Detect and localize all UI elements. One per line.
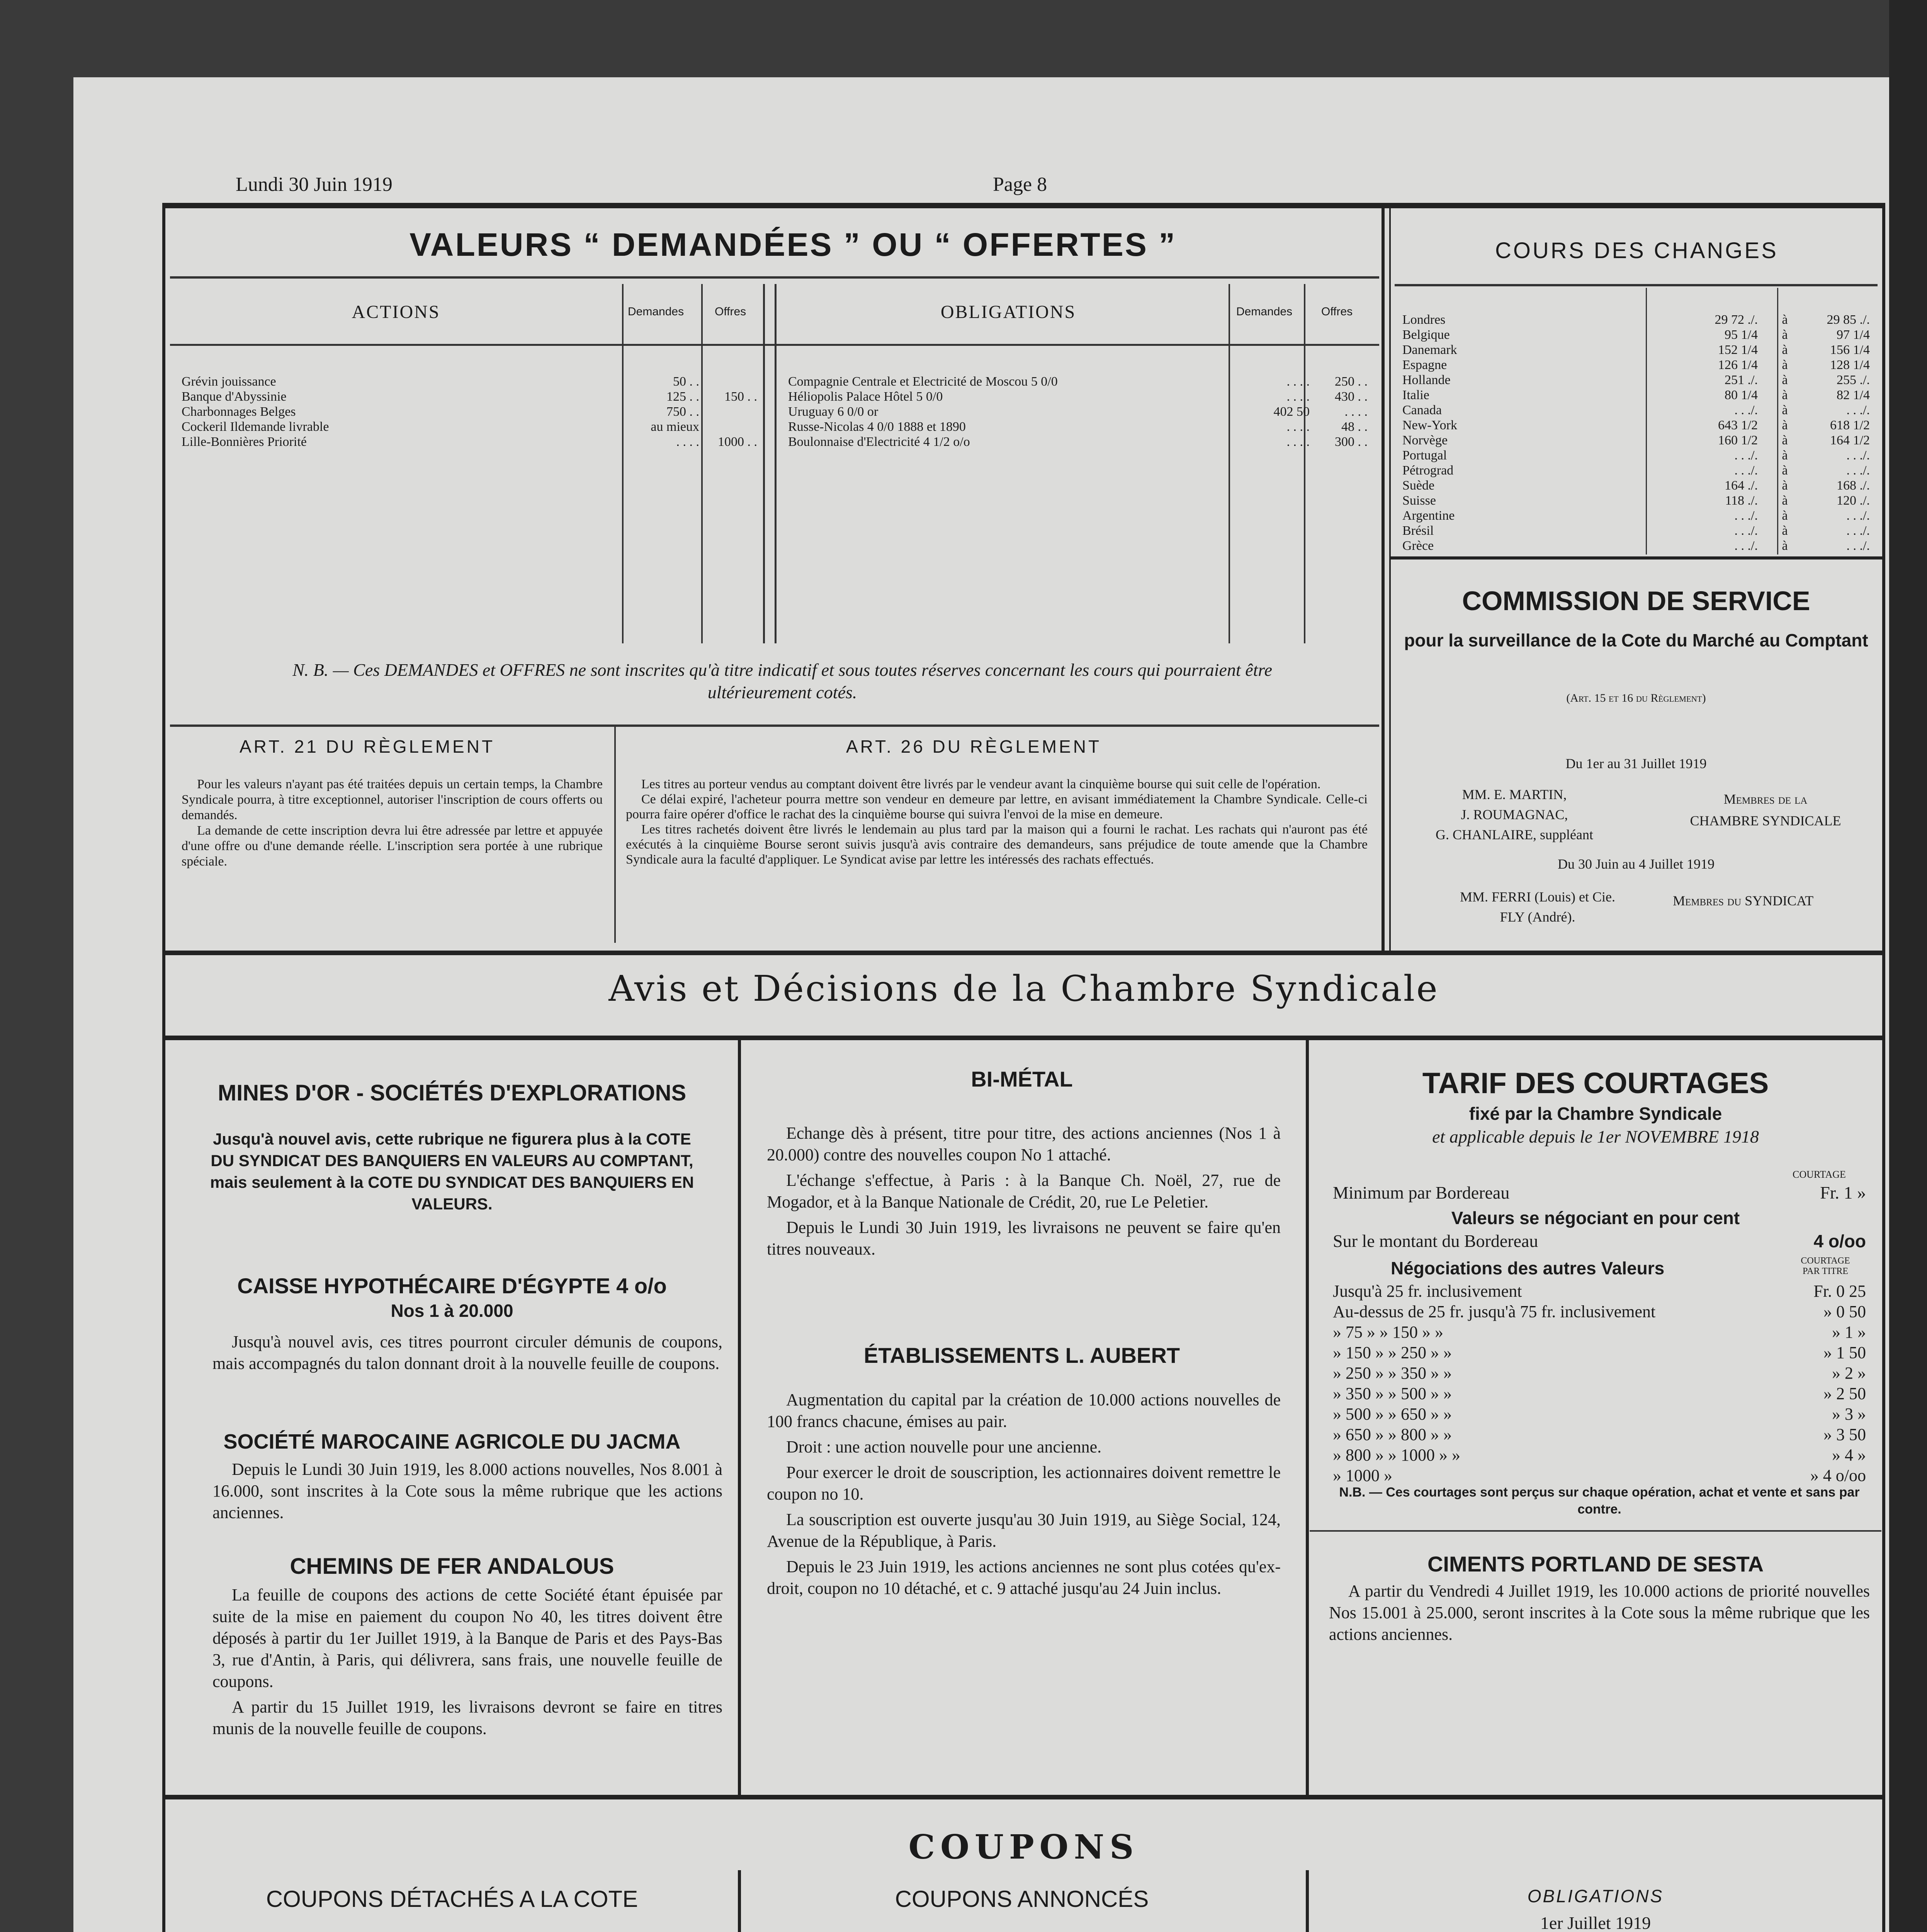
tarif-valeurs-head: Valeurs se négociant en pour cent: [1451, 1208, 1740, 1228]
left-rule: [162, 203, 165, 1932]
avis-title: Avis et Décisions de la Chambre Syndicale: [608, 968, 1439, 1009]
chemins-para: A partir du 15 Juillet 1919, les livraisons devront se faire en titres munis de la nouvelle feuille de coupons.: [212, 1697, 722, 1738]
commission-members2: MM. FERRI (Louis) et Cie. FLY (André).: [1460, 889, 1615, 925]
art26-para: Les titres rachetés doivent être livrés le lendemain au plus tard par la maison qui a fourni le rachat. Les rachats qui n'auront pas été exécutés à la cinquième Bourse seront suivis jusqu'à avis contraire des demandeurs, sans préjudice de toute amende que la Chambre Syndicale aura la faculté d'appliquer. Le Syndicat avise par lettre les intéressés des rachats effectués.: [626, 822, 1368, 867]
valeurs-nb: N. B. — Ces DEMANDES et OFFRES ne sont inscrites qu'à titre indicatif et sous toutes réserves concernant les cours qui pourraient être ultérieurement cotés.: [292, 660, 1273, 702]
avis-divider-1: [738, 1039, 741, 1795]
valeur-oblig-row: Compagnie Centrale et Electricité de Moscou 5 0/0 . . . . 250 . .: [788, 374, 1368, 389]
tarif-row: » 150 » » 250 » » » 1 50: [1333, 1343, 1866, 1362]
tarif-row: » 1000 » » 4 o/oo: [1333, 1466, 1866, 1485]
bimetal-para: Echange dès à présent, titre pour titre, des actions anciennes (Nos 1 à 20.000) contre des nouvelles coupon No 1 attaché.: [767, 1124, 1281, 1164]
tarif-title: TARIF DES COURTAGES: [1422, 1067, 1769, 1100]
coupons-detaches-title: COUPONS DÉTACHÉS A LA COTE: [266, 1886, 638, 1912]
oblig-offres-head: Offres: [1321, 305, 1353, 318]
caisse-subtitle: Nos 1 à 20.000: [391, 1301, 513, 1321]
change-row: Italie 80 1/4 à 82 1/4: [1402, 388, 1870, 402]
art26-text: [626, 777, 1368, 867]
valeur-action-row: Cockeril Ildemande livrable au mieux: [182, 420, 699, 434]
commission-members1: MM. E. MARTIN, J. ROUMAGNAC, G. CHANLAIRE, suppléant: [1436, 787, 1593, 842]
mines-title: MINES D'OR - SOCIÉTÉS D'EXPLORATIONS: [218, 1080, 687, 1105]
art26-para: Ce délai expiré, l'acheteur pourra mettre son vendeur en demeure par lettre, en avisant immédiatement la Chambre Syndicale. Celle-ci pourra faire opérer d'office le rachat des la cinquième bourse qui suivra l'envoi de la mise en demeure.: [626, 792, 1368, 821]
sesta-para: A partir du Vendredi 4 Juillet 1919, les 10.000 actions de priorité nouvelles Nos 15.001 à 25.000, seront inscrites à la Cote sous la même rubrique que les actions anciennes.: [1329, 1582, 1870, 1644]
tarif-par-titre-head: COURTAGE PAR TITRE: [1801, 1256, 1850, 1276]
art21-text: [182, 777, 603, 869]
tarif-minimum-row: [1333, 1182, 1866, 1203]
bimetal-para: Depuis le Lundi 30 Juin 1919, les livraisons ne peuvent se faire qu'en titres nouveaux.: [767, 1218, 1281, 1259]
actions-offres-head: Offres: [715, 305, 746, 318]
tarif-minimum-value: Fr. 1 »: [1820, 1183, 1866, 1202]
commission-period2: Du 30 Juin au 4 Juillet 1919: [1558, 856, 1715, 872]
tarif-row: » 800 » » 1000 » » » 4 »: [1333, 1446, 1866, 1464]
coupons-divider-1: [738, 1870, 741, 1932]
aubert-para: Droit : une action nouvelle pour une ancienne.: [786, 1437, 1102, 1456]
tarif-bordereau-label: Sur le montant du Bordereau: [1333, 1231, 1538, 1251]
changes-title: COURS DES CHANGES: [1495, 238, 1778, 263]
valeurs-title: VALEURS “ DEMANDÉES ” OU “ OFFERTES ”: [410, 226, 1177, 263]
change-row: Norvège 160 1/2 à 164 1/2: [1402, 433, 1870, 447]
valeur-action-row: Banque d'Abyssinie 125 . . 150 . .: [182, 389, 757, 404]
caisse-para: Jusqu'à nouvel avis, ces titres pourront circuler démunis de coupons, mais accompagnés du talon donnant droit à la nouvelle feuille de coupons.: [212, 1332, 722, 1373]
commission-subtitle: pour la surveillance de la Cote du Marché au Comptant: [1404, 630, 1868, 650]
coupons-annonces-title: COUPONS ANNONCÉS: [895, 1886, 1149, 1912]
tarif-row: » 75 » » 150 » » » 1 »: [1333, 1323, 1866, 1342]
change-row: New-York 643 1/2 à 618 1/2: [1402, 418, 1870, 432]
jacma-text: [212, 1459, 722, 1527]
right-rule: [1882, 203, 1885, 1932]
coupons-title: COUPONS: [908, 1828, 1139, 1867]
changes-divider: [1382, 207, 1385, 951]
tarif-rows: [1333, 1281, 1866, 1486]
valeurs-actions-list: [182, 374, 757, 449]
valeur-oblig-row: Russe-Nicolas 4 0/0 1888 et 1890 . . . . 48 . .: [788, 420, 1368, 434]
valeur-action-row: Lille-Bonnières Priorité . . . . 1000 . .: [182, 435, 757, 449]
bimetal-title: BI-MÉTAL: [971, 1067, 1073, 1091]
chemins-para: La feuille de coupons des actions de cette Société étant épuisée par suite de la mise en paiement du coupon No 40, les titres doivent être déposés à partir du 1er Juillet 1919, à la Banque de Paris et des Pays-Bas 3, rue d'Antin, à Paris, qui délivrera, sans frais, une nouvelle feuille de coupons.: [212, 1585, 722, 1691]
tarif-bordereau-value: 4 o/oo: [1813, 1231, 1866, 1251]
tarif-negociations-head: Négociations des autres Valeurs: [1391, 1258, 1665, 1278]
commission-art: (Art. 15 et 16 du Règlement): [1566, 692, 1706, 704]
valeur-action-row: Charbonnages Belges 750 . .: [182, 405, 699, 419]
aubert-text: [767, 1389, 1281, 1603]
chemins-title: CHEMINS DE FER ANDALOUS: [290, 1554, 614, 1579]
aubert-para: La souscription est ouverte jusqu'au 30 Juin 1919, au Siège Social, 124, Avenue de la République, à Paris.: [767, 1510, 1281, 1551]
change-row: Londres 29 72 ./. à 29 85 ./.: [1402, 313, 1870, 327]
jacma-para: Depuis le Lundi 30 Juin 1919, les 8.000 actions nouvelles, Nos 8.001 à 16.000, sont inscrites à la Cote sous la même rubrique que les actions anciennes.: [212, 1460, 722, 1522]
aubert-para: Pour exercer le droit de souscription, les actionnaires doivent remettre le coupon no 10.: [767, 1463, 1281, 1503]
change-row: Suède 164 ./. à 168 ./.: [1402, 478, 1870, 493]
sesta-title: CIMENTS PORTLAND DE SESTA: [1427, 1552, 1764, 1576]
change-row: Canada . . ./. à . . ./.: [1402, 403, 1870, 417]
tarif-subtitle: fixé par la Chambre Syndicale: [1469, 1104, 1722, 1124]
oblig-demandes-head: Demandes: [1236, 305, 1293, 318]
coupons-right-date: 1er Juillet 1919: [1540, 1913, 1651, 1932]
actions-heading: ACTIONS: [352, 302, 440, 322]
tarif-row: » 350 » » 500 » » » 2 50: [1333, 1384, 1866, 1403]
commission-role1: Membres de la CHAMBRE SYNDICALE: [1690, 791, 1841, 828]
caisse-text: [212, 1331, 722, 1378]
bimetal-para: L'échange s'effectue, à Paris : à la Banque Ch. Noël, 27, rue de Mogador, et à la Banque Nationale de Crédit, 20, rue Le Peletier.: [767, 1171, 1281, 1211]
coupons-right-oblig-head: OBLIGATIONS: [1527, 1886, 1664, 1906]
art26-title: ART. 26 DU RÈGLEMENT: [846, 736, 1102, 757]
chemins-text: [212, 1584, 722, 1743]
tarif-row: » 650 » » 800 » » » 3 50: [1333, 1425, 1866, 1444]
tarif-courtage-head: COURTAGE: [1793, 1169, 1846, 1180]
change-row: Belgique 95 1/4 à 97 1/4: [1402, 328, 1870, 342]
change-row: Brésil . . ./. à . . ./.: [1402, 524, 1870, 538]
art26-para: Les titres au porteur vendus au comptant doivent être livrés par le vendeur avant la cinquième bourse qui suit celle de l'opération.: [641, 777, 1321, 791]
caisse-title: CAISSE HYPOTHÉCAIRE D'ÉGYPTE 4 o/o: [237, 1274, 667, 1298]
tarif-minimum-label: Minimum par Bordereau: [1333, 1183, 1510, 1202]
aubert-title: ÉTABLISSEMENTS L. AUBERT: [863, 1343, 1180, 1367]
avis-divider-2: [1306, 1039, 1309, 1795]
binding-edge: [1889, 0, 1927, 1932]
tarif-subtitle-2: et applicable depuis le 1er NOVEMBRE 1918: [1432, 1127, 1759, 1146]
valeur-oblig-row: Héliopolis Palace Hôtel 5 0/0 . . . . 430 . .: [788, 389, 1368, 404]
aubert-para: Augmentation du capital par la création de 10.000 actions nouvelles de 100 francs chacune, émises au pair.: [767, 1390, 1281, 1431]
change-row: Portugal . . ./. à . . ./.: [1402, 448, 1870, 463]
change-row: Pétrograd . . ./. à . . ./.: [1402, 463, 1870, 478]
page-date: Lundi 30 Juin 1919: [236, 173, 393, 196]
changes-table: [1402, 312, 1870, 553]
change-row: Espagne 126 1/4 à 128 1/4: [1402, 358, 1870, 372]
valeur-oblig-row: Boulonnaise d'Electricité 4 1/2 o/o . . . . 300 . .: [788, 435, 1368, 449]
tarif-row: Jusqu'à 25 fr. inclusivement Fr. 0 25: [1333, 1282, 1866, 1301]
coupons-divider-2: [1306, 1870, 1309, 1932]
aubert-para: Depuis le 23 Juin 1919, les actions anciennes ne sont plus cotées qu'ex-droit, coupon no 10 détaché, et c. 9 attaché jusqu'au 24 Juin inclus.: [767, 1557, 1281, 1598]
valeur-oblig-row: Uruguay 6 0/0 or 402 50 . . . .: [788, 405, 1368, 419]
change-row: Suisse 118 ./. à 120 ./.: [1402, 493, 1870, 508]
commission-title: COMMISSION DE SERVICE: [1462, 586, 1810, 616]
tarif-note: N.B. — Ces courtages sont perçus sur chaque opération, achat et vente et sans par contre.: [1339, 1485, 1860, 1517]
art21-para: La demande de cette inscription devra lui être adressée par lettre et appuyée d'une offre ou d'une demande réelle. L'inscription sera portée à une rubrique spéciale.: [182, 823, 603, 869]
tarif-row: » 500 » » 650 » » » 3 »: [1333, 1405, 1866, 1423]
change-row: Argentine . . ./. à . . ./.: [1402, 509, 1870, 523]
tarif-bordereau-row: [1333, 1231, 1866, 1252]
page-number: Page 8: [993, 173, 1047, 196]
commission-role2: Membres du SYNDICAT: [1673, 893, 1814, 908]
art21-title: ART. 21 DU RÈGLEMENT: [240, 736, 495, 757]
change-row: Grèce . . ./. à . . ./.: [1402, 539, 1870, 553]
bimetal-text: [767, 1122, 1281, 1264]
tarif-row: Au-dessus de 25 fr. jusqu'à 75 fr. inclusivement » 0 50: [1333, 1302, 1866, 1321]
commission-period1: Du 1er au 31 Juillet 1919: [1565, 756, 1707, 771]
valeurs-obligations-list: [788, 374, 1368, 449]
mines-text: Jusqu'à nouvel avis, cette rubrique ne figurera plus à la COTE DU SYNDICAT DES BANQUIERS EN VALEURS AU COMPTANT, mais seulement à la COTE DU SYNDICAT DES BANQUIERS EN VALEURS.: [210, 1130, 694, 1213]
change-row: Danemark 152 1/4 à 156 1/4: [1402, 343, 1870, 357]
art21-para: Pour les valeurs n'ayant pas été traitées depuis un certain temps, la Chambre Syndicale pourra, à titre exceptionnel, autoriser l'inscription de cours offerts ou demandés.: [182, 777, 603, 822]
obligations-heading: OBLIGATIONS: [940, 302, 1076, 322]
jacma-title: SOCIÉTÉ MAROCAINE AGRICOLE DU JACMA: [223, 1430, 681, 1453]
actions-demandes-head: Demandes: [628, 305, 684, 318]
valeur-action-row: Grévin jouissance 50 . .: [182, 374, 699, 389]
sesta-text: [1329, 1580, 1870, 1649]
top-rule: [162, 203, 1885, 208]
change-row: Hollande 251 ./. à 255 ./.: [1402, 373, 1870, 387]
tarif-row: » 250 » » 350 » » » 2 »: [1333, 1364, 1866, 1383]
